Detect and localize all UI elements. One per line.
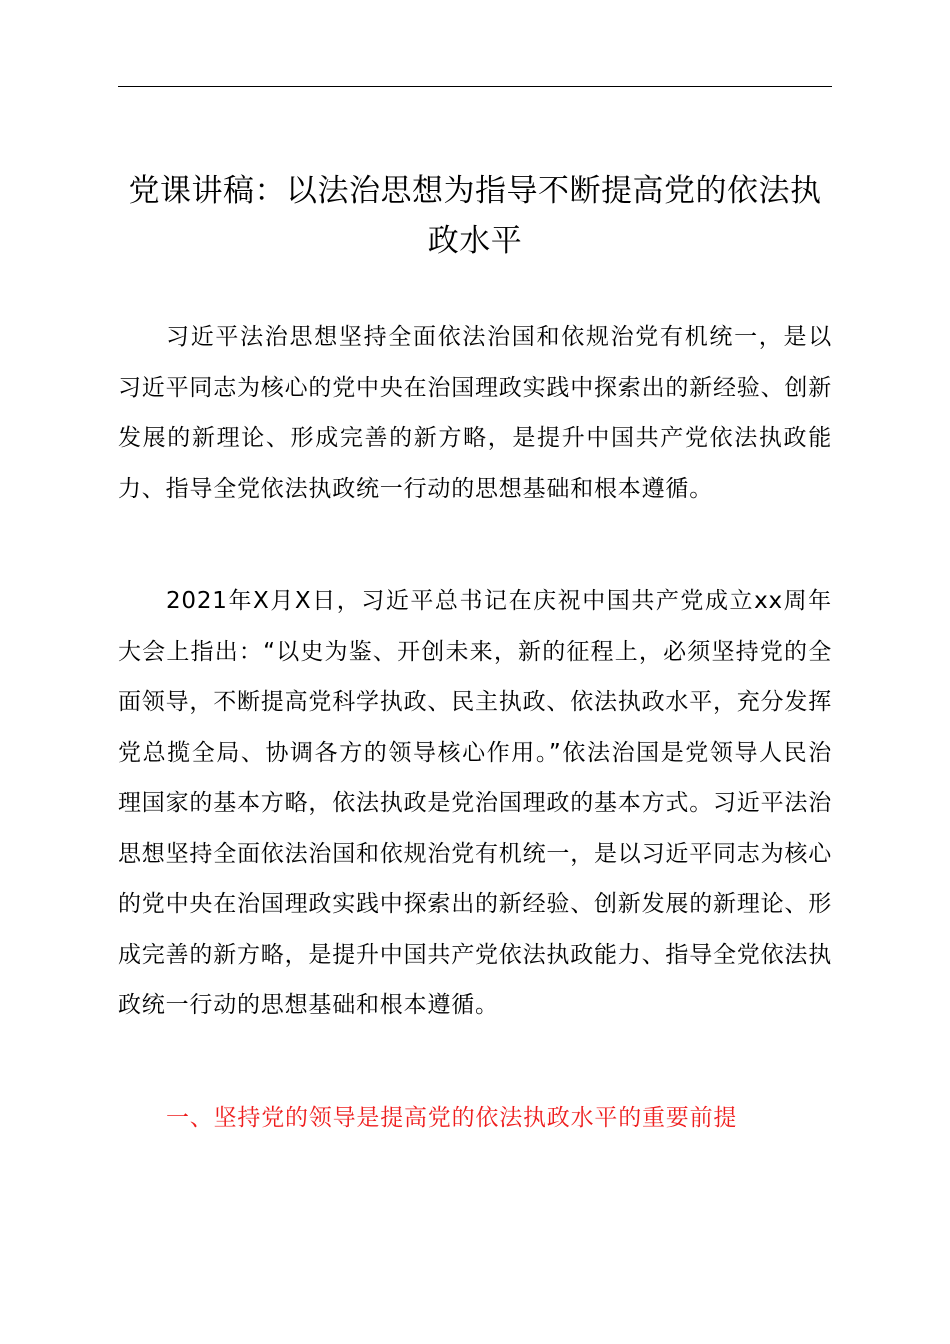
paragraph-second: 2021年X月X日，习近平总书记在庆祝中国共产党成立xx周年大会上指出：“以史为鉴、开创未来，新的征程上，必须坚持党的全面领导，不断提高党科学执政、民主执政、依法执政水平，充分发挥党总揽全局、协调各方的领导核心作用。”依法治国是党领导人民治理国家的基本方略，依法执政是党治国理政的基本方式。习近平法治思想坚持全面依法治国和依规治党有机统一，是以习近平同志为核心的党中央在治国理政实践中探索出的新经验、创新发展的新理论、形成完善的新方略，是提升中国共产党依法执政能力、指导全党依法执政统一行动的思想基础和根本遵循。	[118, 588, 832, 1018]
section-heading-one: 一、坚持党的领导是提高党的依法执政水平的重要前提	[166, 1105, 738, 1131]
header-rule	[118, 86, 832, 87]
document-title: 党课讲稿：以法治思想为指导不断提高党的依法执政水平	[128, 173, 822, 259]
paragraph-intro: 习近平法治思想坚持全面依法治国和依规治党有机统一，是以习近平同志为核心的党中央在治国理政实践中探索出的新经验、创新发展的新理论、形成完善的新方略，是提升中国共产党依法执政能力、指导全党依法执政统一行动的思想基础和根本遵循。	[118, 324, 832, 502]
